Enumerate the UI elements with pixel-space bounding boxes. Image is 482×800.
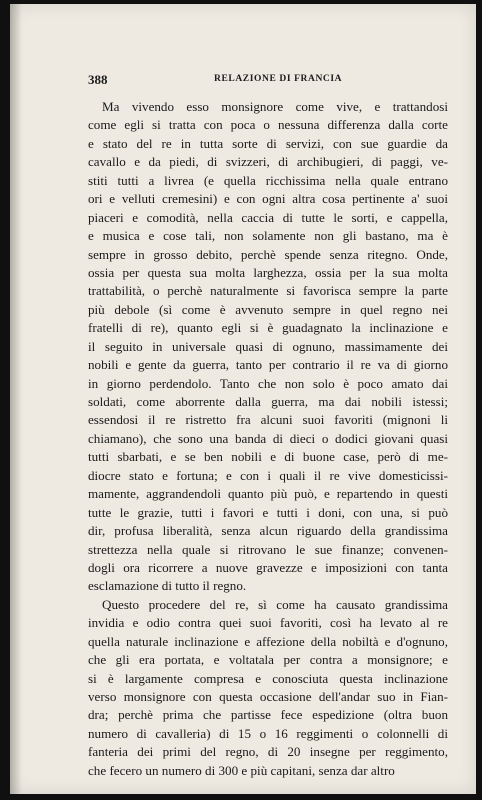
- text-line: si è largamente compresa e conosciuta questa inclinazione: [88, 670, 448, 686]
- text-line: numero di cavalleria) di 15 o 16 reggimenti o colonnelli di: [88, 725, 448, 741]
- text-line: Questo procedere del re, sì come ha causato grandissima: [102, 596, 448, 612]
- body-text: [88, 98, 448, 780]
- text-line: sempre in grosso debito, perchè spende senza ritegno. Onde,: [88, 246, 448, 262]
- page-number: 388: [88, 72, 108, 87]
- text-line: fanteria dei primi del regno, di 20 insegne per reggimento,: [88, 744, 448, 760]
- text-line: dra; perchè prima che partisse fece espedizione (oltra buon: [88, 707, 448, 723]
- text-line: e stato del re in tutta sorte di servizi, con sue guardie da: [88, 135, 448, 151]
- text-line: strettezza nella quale si ritrovano le sue finanze; convenen-: [88, 541, 448, 557]
- text-line: essendosi il re ristretto fra alcuni suoi favoriti (mignoni li: [88, 412, 448, 428]
- text-line: tutte le grazie, tutti i favori e tutti i doni, con una, si può: [88, 504, 448, 520]
- text-line: dogli ora ricorrere a nuove gravezze e imposizioni con tanta: [88, 559, 448, 575]
- text-line: che fecero un numero di 300 e più capitani, senza dar altro: [88, 762, 395, 778]
- text-line: dir, profusa liberalità, senza alcun riguardo della grandissima: [88, 523, 448, 539]
- text-line: il seguito in universale quasi di ognuno, massimamente dei: [88, 338, 448, 354]
- text-line: mamente, aggrandendoli quanto più può, e repartendo in questi: [88, 486, 448, 502]
- spine-shadow: [10, 4, 22, 794]
- text-line: piaceri e comodità, nella caccia di tutte le sorti, e cappella,: [88, 209, 448, 225]
- text-line: diocre stato e fortuna; e con i quali il re vive domesticissi-: [88, 467, 448, 483]
- book-page: [10, 4, 476, 794]
- text-line: fratelli di re), quanto egli si è guadagnato la inclinazione e: [88, 320, 448, 336]
- text-line: tutti sbarbati, e se ben nobili e di buone case, però di me-: [88, 449, 448, 465]
- text-line: trattabilità, o perchè naturalmente si favorisca sempre la parte: [88, 283, 448, 299]
- text-line: più debole (sì come è avvenuto sempre in quel regno nei: [88, 301, 448, 317]
- text-line: invidia e odio contra quei suoi favoriti, così ha levato al re: [88, 615, 448, 631]
- text-line: stiti tutti a livrea (e quella ricchissima nella quale entrano: [88, 172, 448, 188]
- text-line: come egli si tratta con poca o nessuna differenza dalla corte: [88, 117, 448, 133]
- text-line: in giorno perdendolo. Tanto che non solo è poco amato dai: [88, 375, 448, 391]
- running-title: RELAZIONE DI FRANCIA: [214, 74, 343, 84]
- text-line: che gli era portata, e voltatala per contra a monsignore; e: [88, 652, 448, 668]
- text-line: e musica e cose tali, non solamente non gli bastano, ma è: [88, 228, 448, 244]
- text-line: ossia per questa sua molta larghezza, ossia per la sua molta: [88, 264, 448, 280]
- text-line: soldati, come aborrente dalla guerra, ma dai nobili istessi;: [88, 394, 448, 409]
- paragraph: [88, 98, 448, 596]
- page-header: [88, 72, 448, 88]
- text-line: nobili e gente da guerra, tanto per contrario il re va di giorno: [88, 357, 448, 373]
- text-line: esclamazione di tutto il regno.: [88, 578, 247, 594]
- paragraph: [88, 596, 448, 780]
- text-line: verso monsignore con questa occasione dell'andar suo in Fian-: [88, 689, 448, 704]
- text-line: quella naturale inclinazione e affezione della nobiltà e d'ognuno,: [88, 633, 448, 649]
- text-line: Ma vivendo esso monsignore come vive, e trattandosi: [102, 99, 448, 114]
- text-line: chiamano), che sono una banda di dieci o dodici giovani quasi: [88, 430, 448, 446]
- text-line: ori e velluti cremesini) e con ogni altra cosa pertinente a' suoi: [88, 191, 448, 207]
- text-line: cavallo e da piedi, di svizzeri, di archibugieri, di paggi, ve-: [88, 154, 448, 170]
